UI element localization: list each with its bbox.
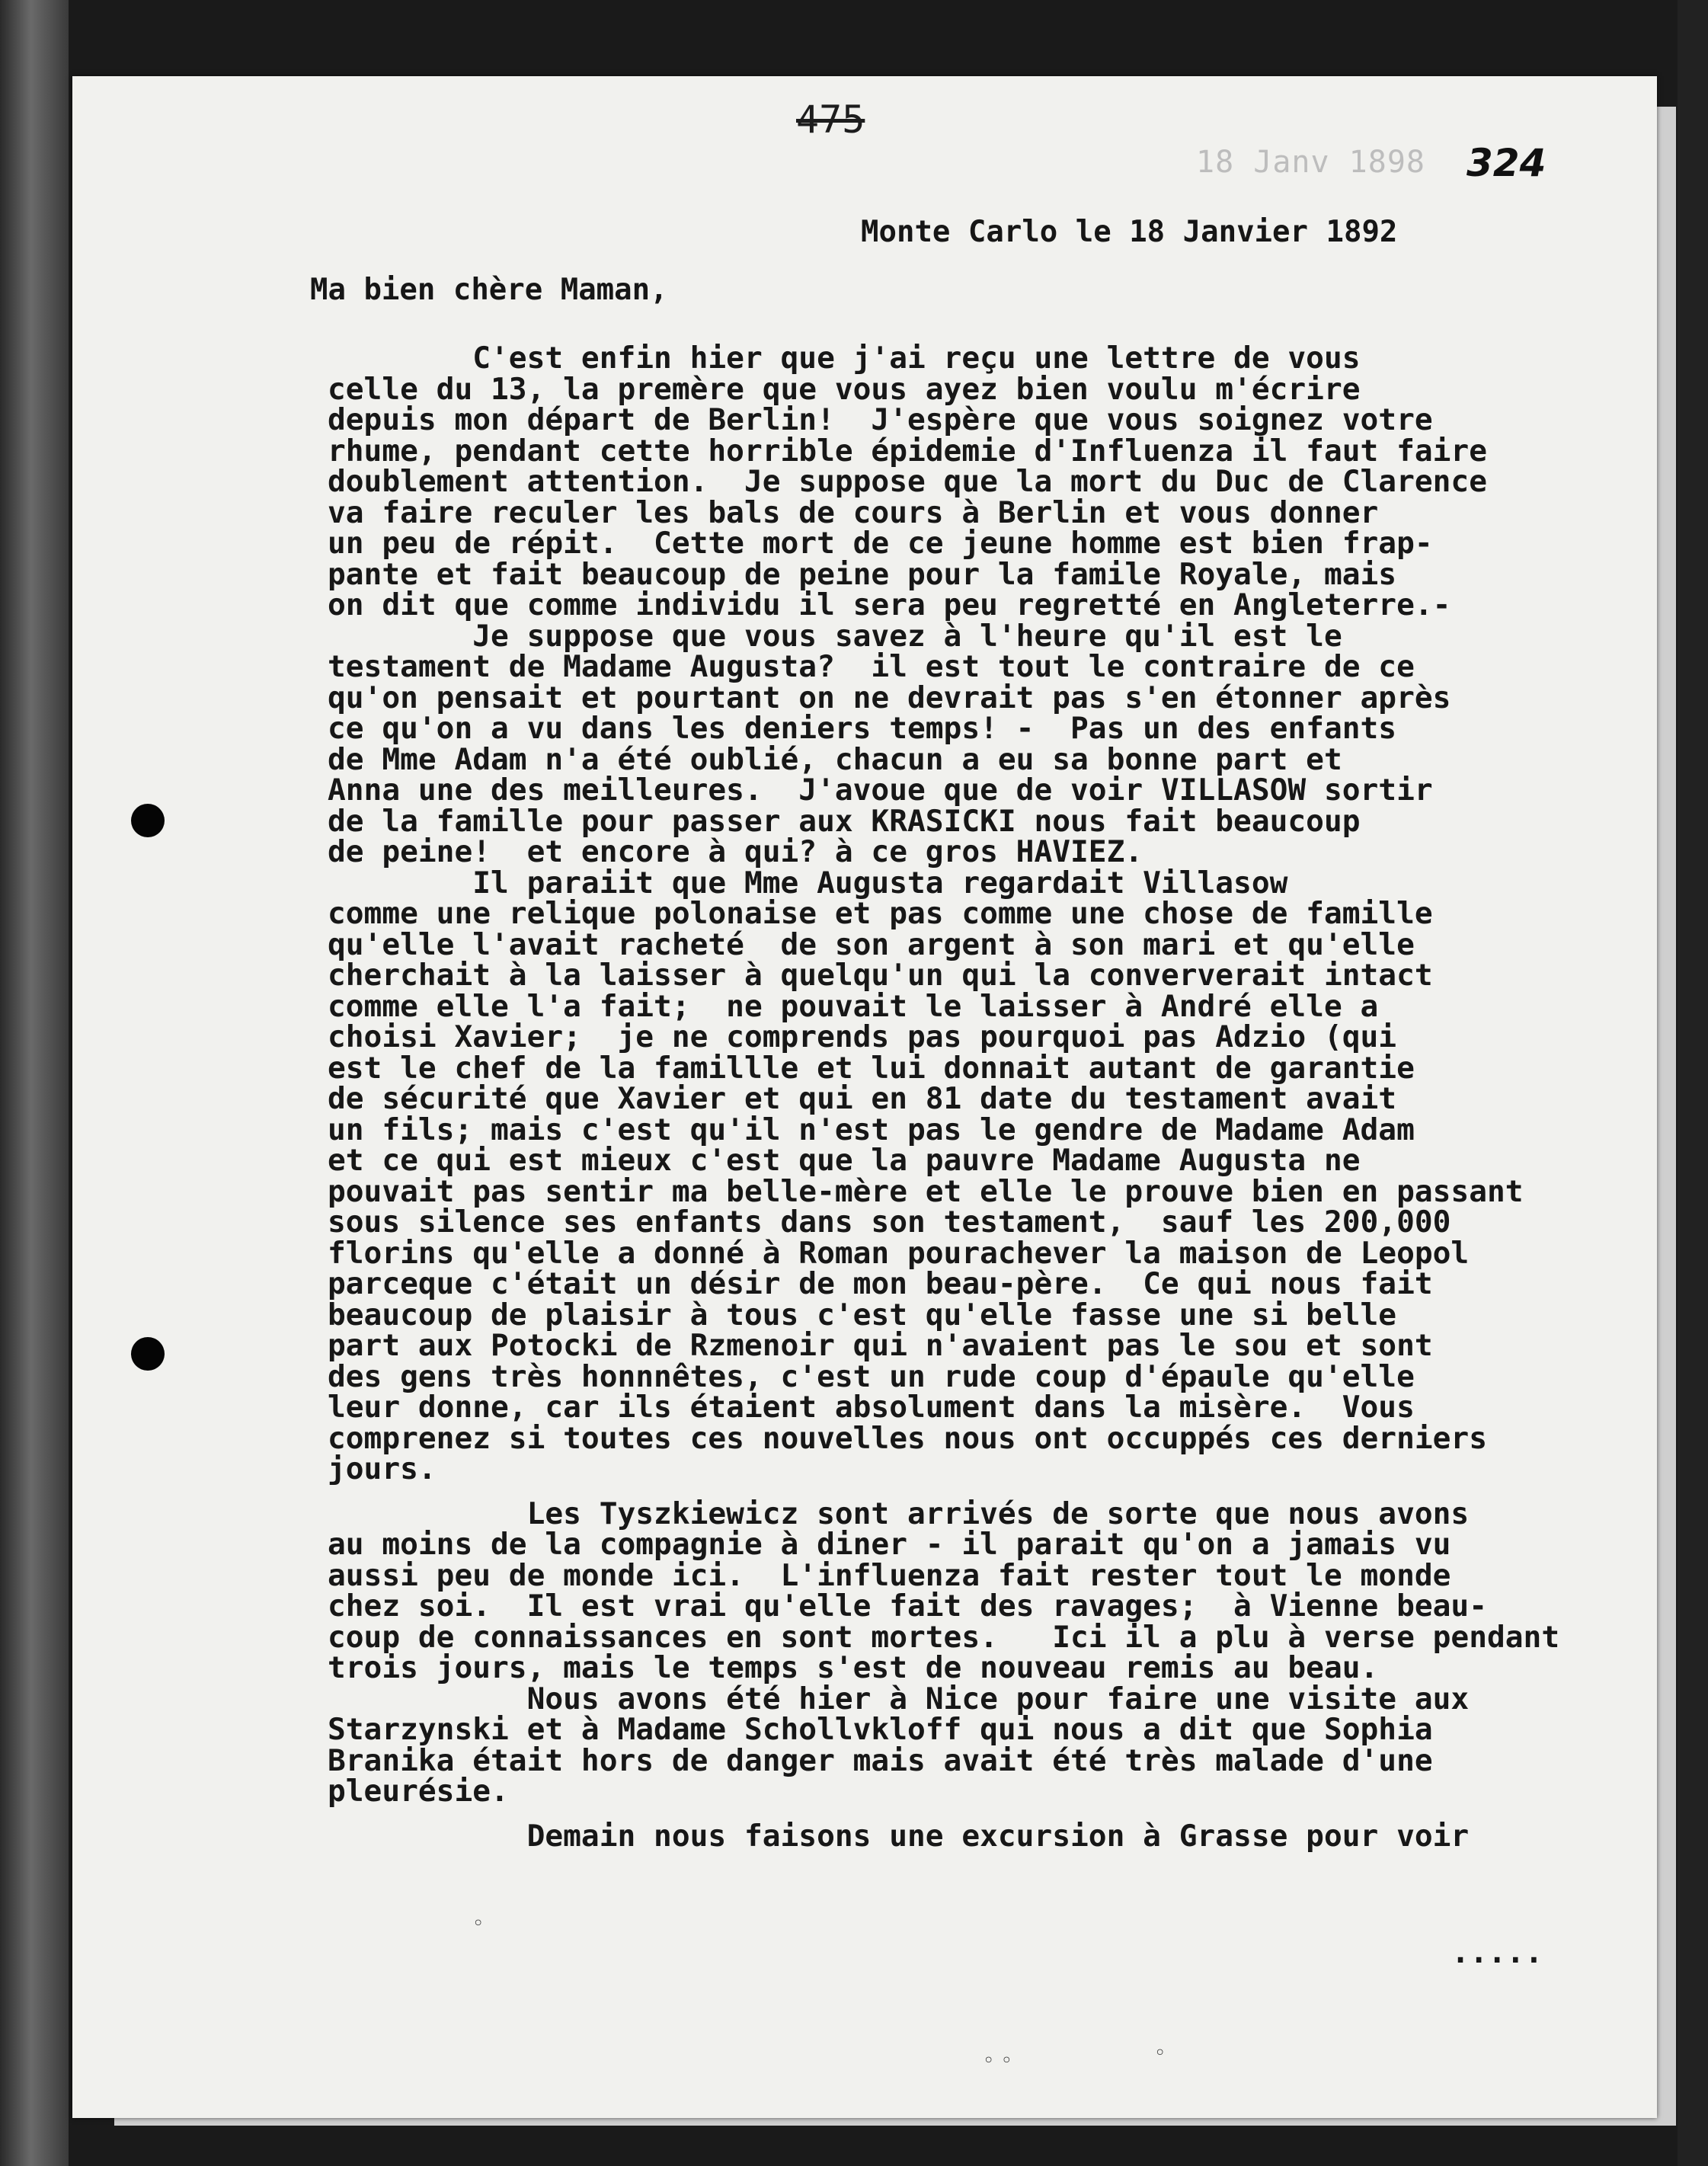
punch-hole-top (131, 804, 165, 837)
letter-line: beaucoup de plaisir à tous c'est qu'elle fasse une si belle (328, 1297, 1397, 1333)
letter-line: pleurésie. (328, 1774, 509, 1809)
continuation-dots: ..... (1451, 1935, 1543, 1970)
letter-line: trois jours, mais le temps s'est de nouveau remis au beau. (328, 1650, 1379, 1685)
letter-line: de Mme Adam n'a été oublié, chacun a eu sa bonne part et (328, 741, 1342, 777)
letter-line: part aux Potocki de Rzmenoir qui n'avaient pas le sou et sont (328, 1328, 1433, 1363)
bleed-through-date: 18 Janv 1898 (1196, 145, 1425, 180)
letter-line: Les Tyszkiewicz sont arrivés de sorte que nous avons (328, 1496, 1470, 1531)
letter-line: florins qu'elle a donné à Roman pourachever la maison de Leopol (328, 1235, 1470, 1271)
letter-line: jours. (328, 1451, 437, 1486)
letter-salutation: Ma bien chère Maman, (310, 273, 668, 307)
letter-line: sous silence ses enfants dans son testament, sauf les 200,000 (328, 1205, 1451, 1240)
stray-ink-mark: ◦ (472, 1912, 485, 1935)
letter-line: Anna une des meilleures. J'avoue que de voir VILLASOW sortir (328, 773, 1433, 808)
stray-ink-mark: ◦ ◦ (983, 2049, 1012, 2072)
handwritten-archive-number: 324 (1467, 141, 1546, 185)
letter-line: un fils; mais c'est qu'il n'est pas le gendre de Madame Adam (328, 1112, 1415, 1147)
film-edge-right (1678, 0, 1708, 2166)
letter-line: de sécurité que Xavier et qui en 81 date du testament avait (328, 1081, 1397, 1116)
letter-line: un peu de répit. Cette mort de ce jeune homme est bien frap- (328, 526, 1433, 561)
letter-line: cherchait à la laisser à quelqu'un qui la conververait intact (328, 958, 1433, 993)
letter-line: qu'on pensait et pourtant on ne devrait pas s'en étonner après (328, 680, 1451, 715)
letter-line: est le chef de la famillle et lui donnait autant de garantie (328, 1050, 1415, 1086)
letter-line: comprenez si toutes ces nouvelles nous ont occuppés ces derniers (328, 1420, 1487, 1456)
letter-line: rhume, pendant cette horrible épidemie d'Influenza il faut faire (328, 433, 1487, 469)
letter-line: Je suppose que vous savez à l'heure qu'il est le (328, 618, 1342, 654)
letter-line: choisi Xavier; je ne comprends pas pourquoi pas Adzio (qui (328, 1019, 1397, 1054)
letter-line: pouvait pas sentir ma belle-mère et elle le prouve bien en passant (328, 1173, 1524, 1209)
letter-line: de peine! et encore à qui? à ce gros HAVIEZ. (328, 834, 1143, 869)
punch-hole-bottom (131, 1337, 165, 1371)
letter-line: coup de connaissances en sont mortes. Ici il a plu à verse pendant (328, 1619, 1560, 1655)
letter-body (328, 341, 1668, 1854)
letter-line: Nous avons été hier à Nice pour faire une visite aux (328, 1681, 1470, 1716)
letter-line: on dit que comme individu il sera peu regretté en Angleterre.- (328, 587, 1451, 622)
letter-line: comme une relique polonaise et pas comme une chose de famille (328, 896, 1433, 931)
letter-line: au moins de la compagnie à diner - il parait qu'on a jamais vu (328, 1527, 1451, 1562)
letter-line: testament de Madame Augusta? il est tout le contraire de ce (328, 649, 1415, 684)
letter-line: comme elle l'a fait; ne pouvait le laisser à André elle a (328, 988, 1379, 1024)
letter-line: qu'elle l'avait racheté de son argent à son mari et qu'elle (328, 926, 1415, 962)
letter-line: de la famille pour passer aux KRASICKI nous fait beaucoup (328, 803, 1361, 839)
letter-line: ce qu'on a vu dans les deniers temps! - Pas un des enfants (328, 711, 1397, 746)
letter-line: C'est enfin hier que j'ai reçu une lettre de vous (328, 341, 1361, 376)
letter-line: depuis mon départ de Berlin! J'espère que vous soignez votre (328, 402, 1433, 437)
letter-line: celle du 13, la premère que vous ayez bien voulu m'écrire (328, 371, 1361, 407)
letter-dateline: Monte Carlo le 18 Janvier 1892 (861, 215, 1398, 249)
letter-line: parceque c'était un désir de mon beau-père. Ce qui nous fait (328, 1266, 1433, 1301)
letter-line: va faire reculer les bals de cours à Berlin et vous donner (328, 494, 1379, 530)
letter-line: leur donne, car ils étaient absolument dans la misère. Vous (328, 1390, 1415, 1425)
letter-line: aussi peu de monde ici. L'influenza fait rester tout le monde (328, 1557, 1451, 1593)
letter-line: des gens très honnnêtes, c'est un rude coup d'épaule qu'elle (328, 1358, 1415, 1394)
letter-line: Il paraiit que Mme Augusta regardait Villasow (328, 865, 1288, 901)
letter-line: doublement attention. Je suppose que la mort du Duc de Clarence (328, 464, 1487, 499)
film-edge-left (0, 0, 69, 2166)
letter-line: Starzynski et à Madame Schollvkloff qui nous a dit que Sophia (328, 1712, 1433, 1747)
letter-line: Demain nous faisons une excursion à Grasse pour voir (328, 1818, 1470, 1854)
stray-ink-mark: ◦ (1154, 2042, 1166, 2065)
letter-line: Branika était hors de danger mais avait été très malade d'une (328, 1742, 1433, 1778)
letter-line: et ce qui est mieux c'est que la pauvre Madame Augusta ne (328, 1143, 1361, 1178)
crossed-out-page-number: 475 (796, 98, 865, 142)
letter-line: chez soi. Il est vrai qu'elle fait des ravages; à Vienne beau- (328, 1589, 1487, 1624)
letter-line: pante et fait beaucoup de peine pour la famile Royale, mais (328, 556, 1397, 592)
